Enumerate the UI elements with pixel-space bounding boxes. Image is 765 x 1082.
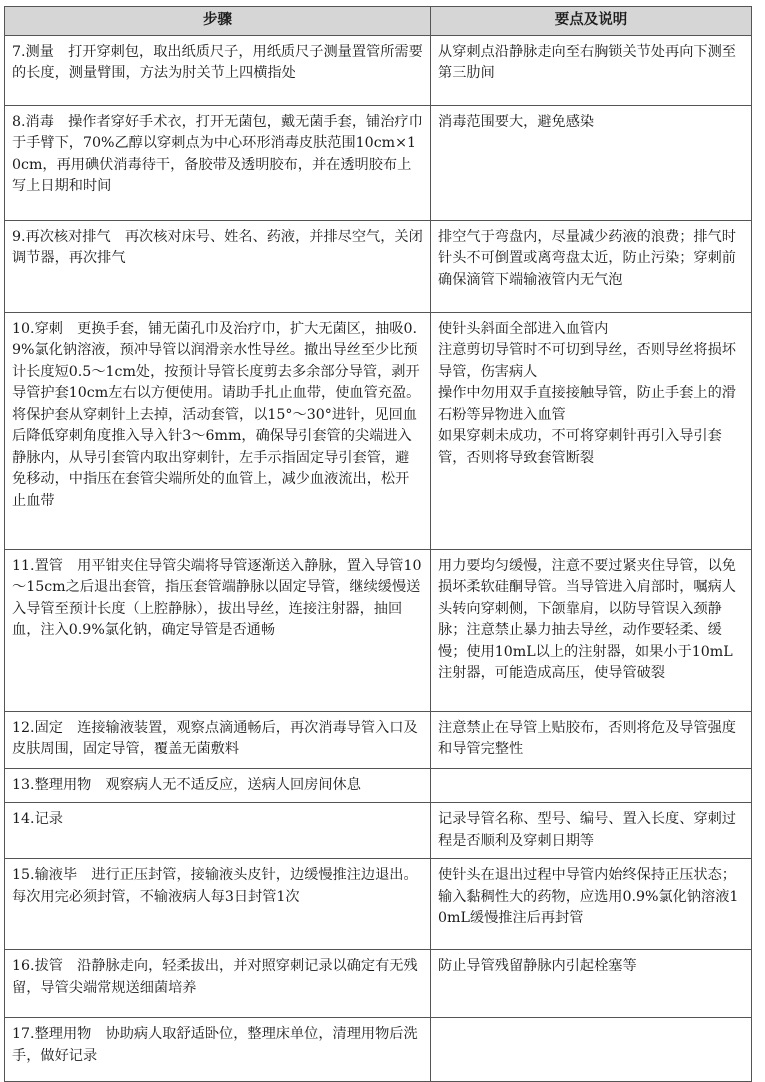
table-row [5, 950, 752, 1018]
notes-cell [431, 312, 752, 549]
notes-cell [431, 1018, 752, 1082]
step-cell: 7.测量 打开穿刺包，取出纸质尺子，用纸质尺子测量置管所需要的长度，测量臂围，方法为肘关节上四横指处 [5, 35, 431, 105]
note-text: 记录导管名称、型号、编号、置入长度、穿刺过程是否顺利及穿刺日期等 [438, 811, 736, 849]
table-row [5, 105, 752, 220]
notes-cell [431, 549, 752, 711]
procedure-table [4, 6, 752, 1082]
notes-cell [431, 768, 752, 803]
step-cell: 17.整理用物 协助病人取舒适卧位，整理床单位，清理用物后洗手，做好记录 [5, 1018, 431, 1082]
note-text: 如果穿刺未成功，不可将穿刺针再引入导引套管，否则将导致套管断裂 [438, 428, 722, 466]
header-key-points: 要点及说明 [431, 7, 752, 36]
step-cell: 12.固定 连接输液装置，观察点滴通畅后，再次消毒导管入口及皮肤周围，固定导管，覆盖无菌敷料 [5, 711, 431, 768]
step-cell: 16.拔管 沿静脉走向，轻柔拔出，并对照穿刺记录以确定有无残留，导管尖端常规送细菌培养 [5, 950, 431, 1018]
notes-cell [431, 803, 752, 859]
note-text: 注意剪切导管时不可切到导丝，否则导丝将损坏导管，伤害病人 [438, 342, 736, 380]
note-text: 注意禁止在导管上贴胶布，否则将危及导管强度和导管完整性 [438, 719, 736, 757]
note-text: 用力要均匀缓慢，注意不要过紧夹住导管，以免损坏柔软硅酮导管。当导管进入肩部时，嘱病人头转向穿刺侧，下颌靠肩，以防导管误入颈静脉；注意禁止暴力抽去导丝，动作要轻柔、缓慢；使用10mL以上的注射器，如果小于10mL注射器，可能造成高压，使导管破裂 [438, 557, 736, 681]
step-cell: 10.穿刺 更换手套，铺无菌孔巾及治疗巾，扩大无菌区，抽吸0.9%氯化钠溶液，预冲导管以润滑亲水性导丝。撤出导丝至少比预计长度短0.5～1cm处，按预计导管长度剪去多余部分导管，剥开导管护套10cm左右以方便使用。请助手扎止血带，使血管充盈。将保护套从穿刺针上去掉，活动套管，以15°～30°进针，见回血后降低穿刺角度推入导入针3～6mm，确保导引套管的尖端进入静脉内，从导引套管内取出穿刺针，左手示指固定导引套管，避免移动，中指压在套管尖端所处的血管上，减少血液流出，松开止血带 [5, 312, 431, 549]
table-row [5, 859, 752, 950]
note-text: 从穿刺点沿静脉走向至右胸锁关节处再向下测至第三肋间 [438, 43, 736, 81]
table-row [5, 711, 752, 768]
notes-cell [431, 220, 752, 312]
table-header-row [5, 7, 752, 36]
notes-cell [431, 859, 752, 950]
step-cell: 11.置管 用平钳夹住导管尖端将导管逐渐送入静脉，置入导管10～15cm之后退出套管，指压套管端静脉以固定导管，继续缓慢送入导管至预计长度（上腔静脉），拔出导丝，连接注射器，抽回血，注入0.9%氯化钠，确定导管是否通畅 [5, 549, 431, 711]
table-row [5, 1018, 752, 1082]
notes-cell [431, 105, 752, 220]
step-cell: 13.整理用物 观察病人无不适反应，送病人回房间休息 [5, 768, 431, 803]
note-text: 排空气于弯盘内，尽量减少药液的浪费；排气时针头不可倒置或离弯盘太近，防止污染；穿刺前确保滴管下端输液管内无气泡 [438, 228, 736, 288]
table-row [5, 312, 752, 549]
table-row [5, 220, 752, 312]
header-steps: 步骤 [5, 7, 431, 36]
step-cell: 8.消毒 操作者穿好手术衣，打开无菌包，戴无菌手套，铺治疗巾于手臂下，70%乙醇以穿刺点为中心环形消毒皮肤范围10cm×10cm，再用碘伏消毒待干，备胶带及透明胶布，并在透明胶布上写上日期和时间 [5, 105, 431, 220]
note-text: 防止导管残留静脉内引起栓塞等 [438, 958, 637, 974]
notes-cell [431, 950, 752, 1018]
table-row [5, 35, 752, 105]
table-row [5, 768, 752, 803]
notes-cell [431, 35, 752, 105]
step-cell: 15.输液毕 进行正压封管，接输液头皮针，边缓慢推注边退出。每次用完必须封管，不输液病人每3日封管1次 [5, 859, 431, 950]
table-row [5, 803, 752, 859]
notes-cell [431, 711, 752, 768]
note-text: 使针头在退出过程中导管内始终保持正压状态；输入黏稠性大的药物，应选用0.9%氯化钠溶液10mL缓慢推注后再封管 [438, 867, 739, 926]
note-text: 消毒范围要大，避免感染 [438, 113, 595, 130]
note-text: 操作中勿用双手直接接触导管，防止手套上的滑石粉等异物进入血管 [438, 385, 736, 423]
step-cell: 9.再次核对排气 再次核对床号、姓名、药液，并排尽空气，关闭调节器，再次排气 [5, 220, 431, 312]
table-row [5, 549, 752, 711]
note-text: 使针头斜面全部进入血管内 [438, 320, 609, 337]
step-cell: 14.记录 [5, 803, 431, 859]
